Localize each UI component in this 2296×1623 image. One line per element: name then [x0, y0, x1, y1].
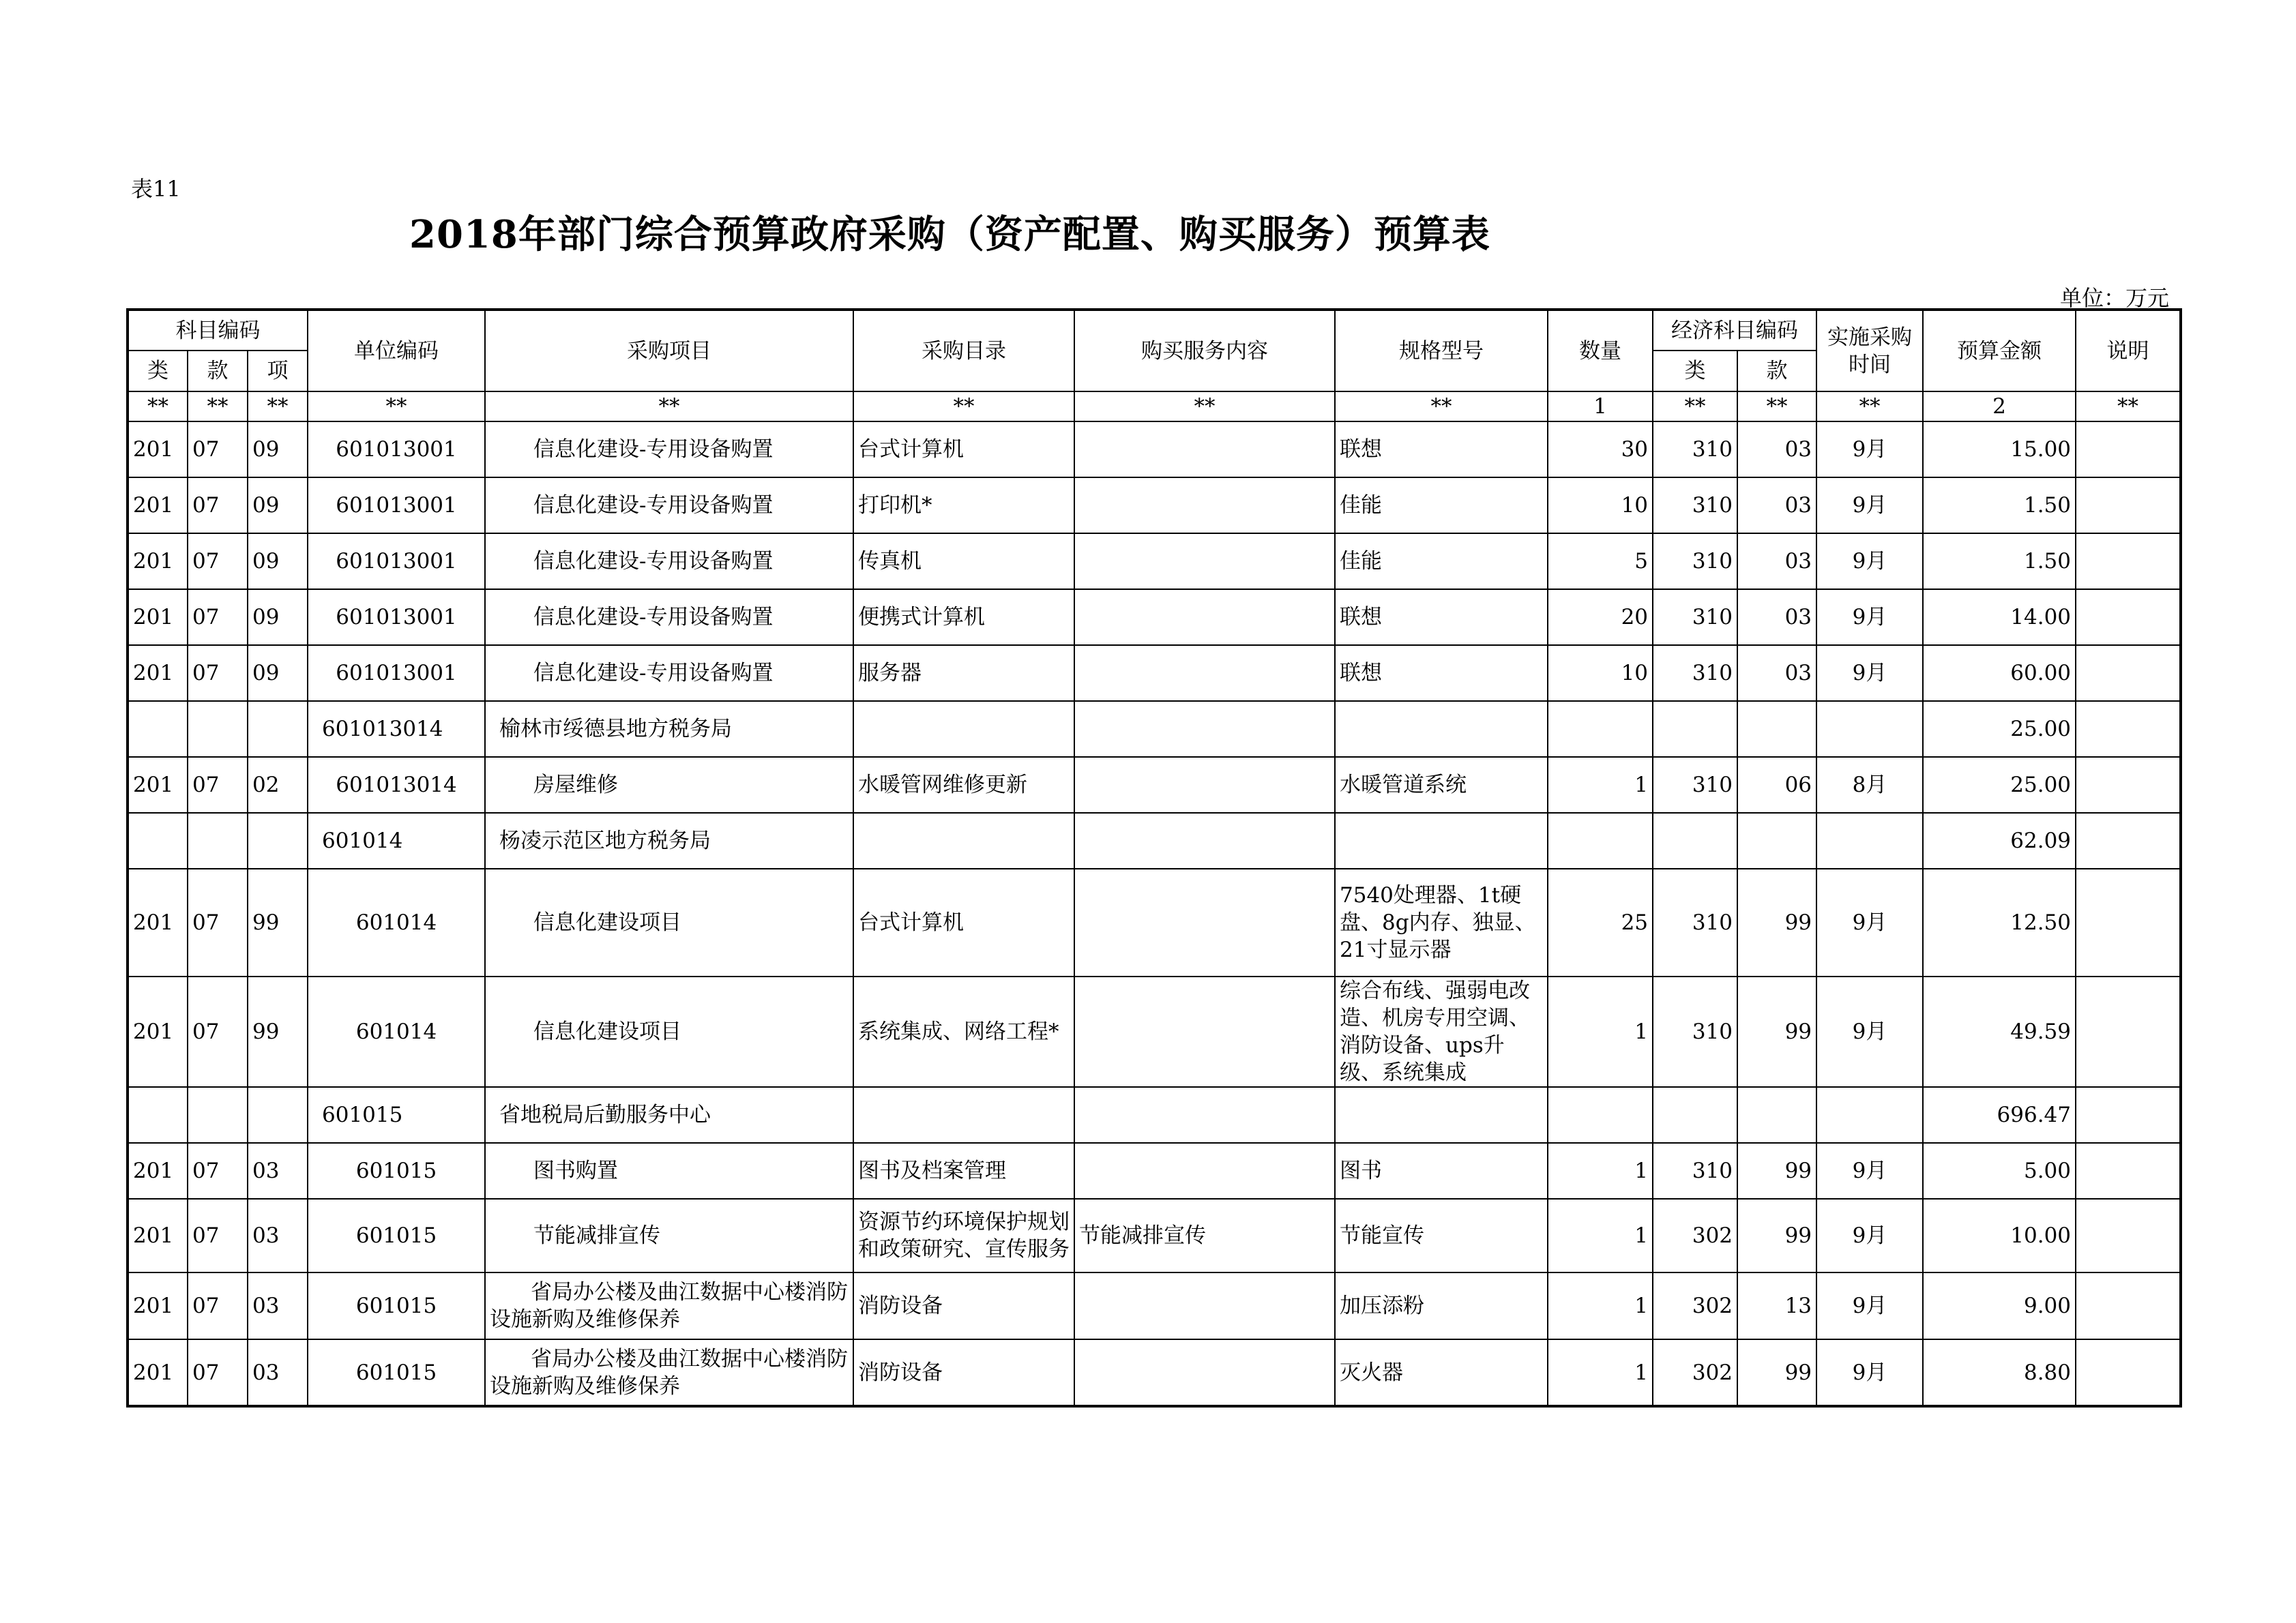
- cell-note: [2076, 1339, 2181, 1406]
- cell-qty: 1: [1548, 1272, 1653, 1339]
- cell-kuan: 07: [188, 977, 248, 1087]
- cell-catalog: 资源节约环境保护规划和政策研究、宣传服务: [853, 1199, 1074, 1272]
- cell-kuan: 07: [188, 1143, 248, 1199]
- cell-service: [1074, 701, 1335, 757]
- header-project: 采购项目: [485, 310, 853, 391]
- cell-spec: 节能宣传: [1335, 1199, 1548, 1272]
- cell-spec: 图书: [1335, 1143, 1548, 1199]
- cell-time: 8月: [1816, 757, 1923, 813]
- cell-unit-code: 601013014: [308, 757, 485, 813]
- cell-econ-kuan: 99: [1737, 977, 1816, 1087]
- cell-kuan: 07: [188, 869, 248, 977]
- cell-lei: [128, 1087, 188, 1143]
- cell-xiang: 02: [248, 757, 308, 813]
- cell-econ-lei: 310: [1653, 757, 1737, 813]
- cell-service: [1074, 589, 1335, 645]
- cell-unit-code: 601013001: [308, 421, 485, 477]
- cell-kuan: 07: [188, 1272, 248, 1339]
- cell-kuan: 07: [188, 645, 248, 701]
- header-time: 实施采购时间: [1816, 310, 1923, 391]
- header-spec: 规格型号: [1335, 310, 1548, 391]
- cell-lei: 201: [128, 1339, 188, 1406]
- cell-amount: 1.50: [1923, 477, 2076, 533]
- cell-unit-code: 601013001: [308, 533, 485, 589]
- table-body: [128, 421, 2181, 1406]
- cell-note: [2076, 1143, 2181, 1199]
- cell-service: [1074, 421, 1335, 477]
- cell-amount: 60.00: [1923, 645, 2076, 701]
- cell-note: [2076, 813, 2181, 869]
- cell-amount: 9.00: [1923, 1272, 2076, 1339]
- cell-project: 省地税局后勤服务中心: [485, 1087, 853, 1143]
- cell-xiang: 09: [248, 421, 308, 477]
- table-row: [128, 421, 2181, 477]
- cell-spec: 综合布线、强弱电改造、机房专用空调、消防设备、ups升级、系统集成: [1335, 977, 1548, 1087]
- marker-cell: 1: [1548, 391, 1653, 421]
- cell-qty: 5: [1548, 533, 1653, 589]
- cell-qty: 1: [1548, 757, 1653, 813]
- cell-note: [2076, 1272, 2181, 1339]
- cell-econ-kuan: [1737, 701, 1816, 757]
- cell-catalog: 系统集成、网络工程*: [853, 977, 1074, 1087]
- cell-xiang: 99: [248, 977, 308, 1087]
- cell-service: [1074, 1143, 1335, 1199]
- table-number: 表11: [131, 176, 181, 202]
- cell-unit-code: 601013001: [308, 645, 485, 701]
- cell-project: 省局办公楼及曲江数据中心楼消防设施新购及维修保养: [485, 1272, 853, 1339]
- cell-spec: 佳能: [1335, 477, 1548, 533]
- cell-kuan: 07: [188, 1199, 248, 1272]
- cell-service: 节能减排宣传: [1074, 1199, 1335, 1272]
- cell-econ-lei: [1653, 701, 1737, 757]
- cell-xiang: 99: [248, 869, 308, 977]
- marker-cell: **: [853, 391, 1074, 421]
- cell-catalog: [853, 1087, 1074, 1143]
- table-row: [128, 869, 2181, 977]
- cell-spec: [1335, 1087, 1548, 1143]
- cell-unit-code: 601015: [308, 1339, 485, 1406]
- marker-cell: 2: [1923, 391, 2076, 421]
- cell-xiang: 03: [248, 1339, 308, 1406]
- table-row: [128, 589, 2181, 645]
- cell-amount: 10.00: [1923, 1199, 2076, 1272]
- cell-spec: 佳能: [1335, 533, 1548, 589]
- cell-econ-lei: 302: [1653, 1272, 1737, 1339]
- cell-unit-code: 601013001: [308, 589, 485, 645]
- marker-cell: **: [1335, 391, 1548, 421]
- cell-lei: 201: [128, 977, 188, 1087]
- table-row: [128, 1087, 2181, 1143]
- cell-spec: 联想: [1335, 645, 1548, 701]
- marker-row: [128, 391, 2181, 421]
- header-econ-code: 经济科目编码: [1653, 310, 1816, 351]
- cell-qty: 10: [1548, 645, 1653, 701]
- cell-qty: 25: [1548, 869, 1653, 977]
- cell-econ-lei: [1653, 1087, 1737, 1143]
- cell-qty: 30: [1548, 421, 1653, 477]
- cell-project: 信息化建设-专用设备购置: [485, 645, 853, 701]
- cell-project: 房屋维修: [485, 757, 853, 813]
- cell-amount: 1.50: [1923, 533, 2076, 589]
- cell-econ-lei: 302: [1653, 1339, 1737, 1406]
- header-lei: 类: [128, 351, 188, 391]
- cell-catalog: 服务器: [853, 645, 1074, 701]
- header-note: 说明: [2076, 310, 2181, 391]
- marker-cell: **: [2076, 391, 2181, 421]
- cell-service: [1074, 757, 1335, 813]
- cell-qty: 20: [1548, 589, 1653, 645]
- cell-time: 9月: [1816, 477, 1923, 533]
- header-kuan: 款: [188, 351, 248, 391]
- cell-note: [2076, 757, 2181, 813]
- cell-project: 杨凌示范区地方税务局: [485, 813, 853, 869]
- header-service: 购买服务内容: [1074, 310, 1335, 391]
- cell-service: [1074, 977, 1335, 1087]
- cell-econ-kuan: 03: [1737, 645, 1816, 701]
- cell-catalog: 便携式计算机: [853, 589, 1074, 645]
- cell-xiang: 03: [248, 1272, 308, 1339]
- cell-econ-kuan: 99: [1737, 1339, 1816, 1406]
- table-row: [128, 533, 2181, 589]
- cell-catalog: 图书及档案管理: [853, 1143, 1074, 1199]
- cell-unit-code: 601013001: [308, 477, 485, 533]
- cell-note: [2076, 421, 2181, 477]
- cell-kuan: [188, 701, 248, 757]
- cell-catalog: 打印机*: [853, 477, 1074, 533]
- table-row: [128, 1199, 2181, 1272]
- unit-label: 单位：万元: [2060, 285, 2170, 311]
- cell-xiang: 09: [248, 645, 308, 701]
- cell-econ-kuan: 03: [1737, 421, 1816, 477]
- cell-xiang: [248, 1087, 308, 1143]
- cell-time: 9月: [1816, 1272, 1923, 1339]
- cell-note: [2076, 533, 2181, 589]
- cell-xiang: 09: [248, 533, 308, 589]
- marker-cell: **: [1816, 391, 1923, 421]
- table-row: [128, 813, 2181, 869]
- cell-catalog: 消防设备: [853, 1339, 1074, 1406]
- header-catalog: 采购目录: [853, 310, 1074, 391]
- cell-unit-code: 601014: [308, 869, 485, 977]
- cell-note: [2076, 977, 2181, 1087]
- cell-unit-code: 601014: [308, 977, 485, 1087]
- cell-time: 9月: [1816, 1339, 1923, 1406]
- cell-amount: 8.80: [1923, 1339, 2076, 1406]
- cell-catalog: 台式计算机: [853, 869, 1074, 977]
- cell-qty: [1548, 1087, 1653, 1143]
- cell-kuan: [188, 1087, 248, 1143]
- cell-time: 9月: [1816, 1199, 1923, 1272]
- cell-time: 9月: [1816, 977, 1923, 1087]
- cell-project: 榆林市绥德县地方税务局: [485, 701, 853, 757]
- budget-table: [126, 308, 2182, 1408]
- cell-kuan: [188, 813, 248, 869]
- cell-note: [2076, 869, 2181, 977]
- cell-econ-lei: 310: [1653, 645, 1737, 701]
- marker-cell: **: [308, 391, 485, 421]
- cell-amount: 15.00: [1923, 421, 2076, 477]
- cell-amount: 696.47: [1923, 1087, 2076, 1143]
- cell-kuan: 07: [188, 421, 248, 477]
- cell-project: 信息化建设项目: [485, 869, 853, 977]
- cell-econ-kuan: 06: [1737, 757, 1816, 813]
- table-row: [128, 1272, 2181, 1339]
- marker-cell: **: [485, 391, 853, 421]
- cell-service: [1074, 1339, 1335, 1406]
- header-unit-code: 单位编码: [308, 310, 485, 391]
- cell-amount: 14.00: [1923, 589, 2076, 645]
- marker-cell: **: [1653, 391, 1737, 421]
- cell-xiang: 09: [248, 589, 308, 645]
- cell-lei: 201: [128, 645, 188, 701]
- cell-service: [1074, 645, 1335, 701]
- cell-note: [2076, 701, 2181, 757]
- cell-unit-code: 601014: [308, 813, 485, 869]
- cell-note: [2076, 1087, 2181, 1143]
- cell-spec: 联想: [1335, 421, 1548, 477]
- cell-amount: 25.00: [1923, 757, 2076, 813]
- cell-lei: 201: [128, 533, 188, 589]
- cell-xiang: 03: [248, 1199, 308, 1272]
- marker-cell: **: [1737, 391, 1816, 421]
- cell-amount: 12.50: [1923, 869, 2076, 977]
- cell-lei: 201: [128, 757, 188, 813]
- cell-econ-lei: 310: [1653, 589, 1737, 645]
- cell-xiang: [248, 701, 308, 757]
- cell-xiang: [248, 813, 308, 869]
- cell-spec: 水暖管道系统: [1335, 757, 1548, 813]
- cell-project: 图书购置: [485, 1143, 853, 1199]
- cell-lei: 201: [128, 869, 188, 977]
- cell-qty: [1548, 813, 1653, 869]
- cell-xiang: 09: [248, 477, 308, 533]
- cell-time: 9月: [1816, 869, 1923, 977]
- cell-spec: 加压添粉: [1335, 1272, 1548, 1339]
- cell-catalog: [853, 701, 1074, 757]
- cell-time: 9月: [1816, 589, 1923, 645]
- cell-unit-code: 601015: [308, 1143, 485, 1199]
- cell-note: [2076, 477, 2181, 533]
- cell-econ-kuan: 99: [1737, 1143, 1816, 1199]
- cell-time: 9月: [1816, 1143, 1923, 1199]
- page-title: 2018年部门综合预算政府采购（资产配置、购买服务）预算表: [409, 212, 1490, 257]
- cell-kuan: 07: [188, 533, 248, 589]
- cell-service: [1074, 477, 1335, 533]
- cell-catalog: 台式计算机: [853, 421, 1074, 477]
- cell-econ-lei: 302: [1653, 1199, 1737, 1272]
- cell-kuan: 07: [188, 1339, 248, 1406]
- table-row: [128, 477, 2181, 533]
- cell-lei: 201: [128, 421, 188, 477]
- marker-cell: **: [1074, 391, 1335, 421]
- cell-project: 信息化建设项目: [485, 977, 853, 1087]
- cell-unit-code: 601015: [308, 1272, 485, 1339]
- cell-catalog: 传真机: [853, 533, 1074, 589]
- cell-spec: 7540处理器、1t硬盘、8g内存、独显、21寸显示器: [1335, 869, 1548, 977]
- cell-project: 信息化建设-专用设备购置: [485, 421, 853, 477]
- table-row: [128, 1143, 2181, 1199]
- cell-econ-kuan: 99: [1737, 1199, 1816, 1272]
- cell-time: [1816, 1087, 1923, 1143]
- cell-time: [1816, 813, 1923, 869]
- cell-time: 9月: [1816, 533, 1923, 589]
- cell-unit-code: 601015: [308, 1087, 485, 1143]
- cell-qty: 1: [1548, 1339, 1653, 1406]
- marker-cell: **: [188, 391, 248, 421]
- cell-econ-lei: 310: [1653, 477, 1737, 533]
- cell-econ-lei: 310: [1653, 977, 1737, 1087]
- cell-econ-kuan: 03: [1737, 589, 1816, 645]
- cell-lei: [128, 813, 188, 869]
- cell-amount: 62.09: [1923, 813, 2076, 869]
- cell-amount: 5.00: [1923, 1143, 2076, 1199]
- table-row: [128, 757, 2181, 813]
- cell-lei: 201: [128, 1199, 188, 1272]
- header-econ-kuan: 款: [1737, 351, 1816, 391]
- cell-time: [1816, 701, 1923, 757]
- cell-qty: [1548, 701, 1653, 757]
- header-subject-code: 科目编码: [128, 310, 308, 351]
- cell-econ-lei: 310: [1653, 869, 1737, 977]
- cell-lei: 201: [128, 1272, 188, 1339]
- cell-service: [1074, 533, 1335, 589]
- table-row: [128, 701, 2181, 757]
- cell-service: [1074, 813, 1335, 869]
- cell-spec: 联想: [1335, 589, 1548, 645]
- cell-time: 9月: [1816, 645, 1923, 701]
- cell-kuan: 07: [188, 757, 248, 813]
- marker-cell: **: [128, 391, 188, 421]
- cell-kuan: 07: [188, 589, 248, 645]
- cell-spec: [1335, 701, 1548, 757]
- cell-econ-kuan: 03: [1737, 477, 1816, 533]
- table-row: [128, 977, 2181, 1087]
- cell-qty: 1: [1548, 1199, 1653, 1272]
- cell-kuan: 07: [188, 477, 248, 533]
- cell-econ-lei: [1653, 813, 1737, 869]
- cell-amount: 25.00: [1923, 701, 2076, 757]
- cell-spec: [1335, 813, 1548, 869]
- table-row: [128, 1339, 2181, 1406]
- cell-econ-lei: 310: [1653, 1143, 1737, 1199]
- cell-amount: 49.59: [1923, 977, 2076, 1087]
- header-xiang: 项: [248, 351, 308, 391]
- cell-econ-lei: 310: [1653, 533, 1737, 589]
- cell-catalog: 消防设备: [853, 1272, 1074, 1339]
- cell-service: [1074, 869, 1335, 977]
- cell-econ-kuan: 13: [1737, 1272, 1816, 1339]
- cell-econ-kuan: [1737, 1087, 1816, 1143]
- cell-econ-lei: 310: [1653, 421, 1737, 477]
- marker-cell: **: [248, 391, 308, 421]
- table-row: [128, 645, 2181, 701]
- cell-unit-code: 601013014: [308, 701, 485, 757]
- cell-spec: 灭火器: [1335, 1339, 1548, 1406]
- cell-econ-kuan: [1737, 813, 1816, 869]
- cell-note: [2076, 1199, 2181, 1272]
- cell-project: 信息化建设-专用设备购置: [485, 533, 853, 589]
- cell-note: [2076, 645, 2181, 701]
- cell-service: [1074, 1087, 1335, 1143]
- cell-qty: 10: [1548, 477, 1653, 533]
- cell-qty: 1: [1548, 977, 1653, 1087]
- cell-project: 节能减排宣传: [485, 1199, 853, 1272]
- cell-lei: 201: [128, 477, 188, 533]
- cell-note: [2076, 589, 2181, 645]
- header-amount: 预算金额: [1923, 310, 2076, 391]
- cell-unit-code: 601015: [308, 1199, 485, 1272]
- cell-time: 9月: [1816, 421, 1923, 477]
- cell-project: 省局办公楼及曲江数据中心楼消防设施新购及维修保养: [485, 1339, 853, 1406]
- cell-lei: [128, 701, 188, 757]
- cell-lei: 201: [128, 589, 188, 645]
- cell-qty: 1: [1548, 1143, 1653, 1199]
- cell-econ-kuan: 03: [1737, 533, 1816, 589]
- cell-catalog: [853, 813, 1074, 869]
- cell-lei: 201: [128, 1143, 188, 1199]
- cell-service: [1074, 1272, 1335, 1339]
- cell-econ-kuan: 99: [1737, 869, 1816, 977]
- cell-project: 信息化建设-专用设备购置: [485, 589, 853, 645]
- header-econ-lei: 类: [1653, 351, 1737, 391]
- cell-catalog: 水暖管网维修更新: [853, 757, 1074, 813]
- header-qty: 数量: [1548, 310, 1653, 391]
- cell-xiang: 03: [248, 1143, 308, 1199]
- cell-project: 信息化建设-专用设备购置: [485, 477, 853, 533]
